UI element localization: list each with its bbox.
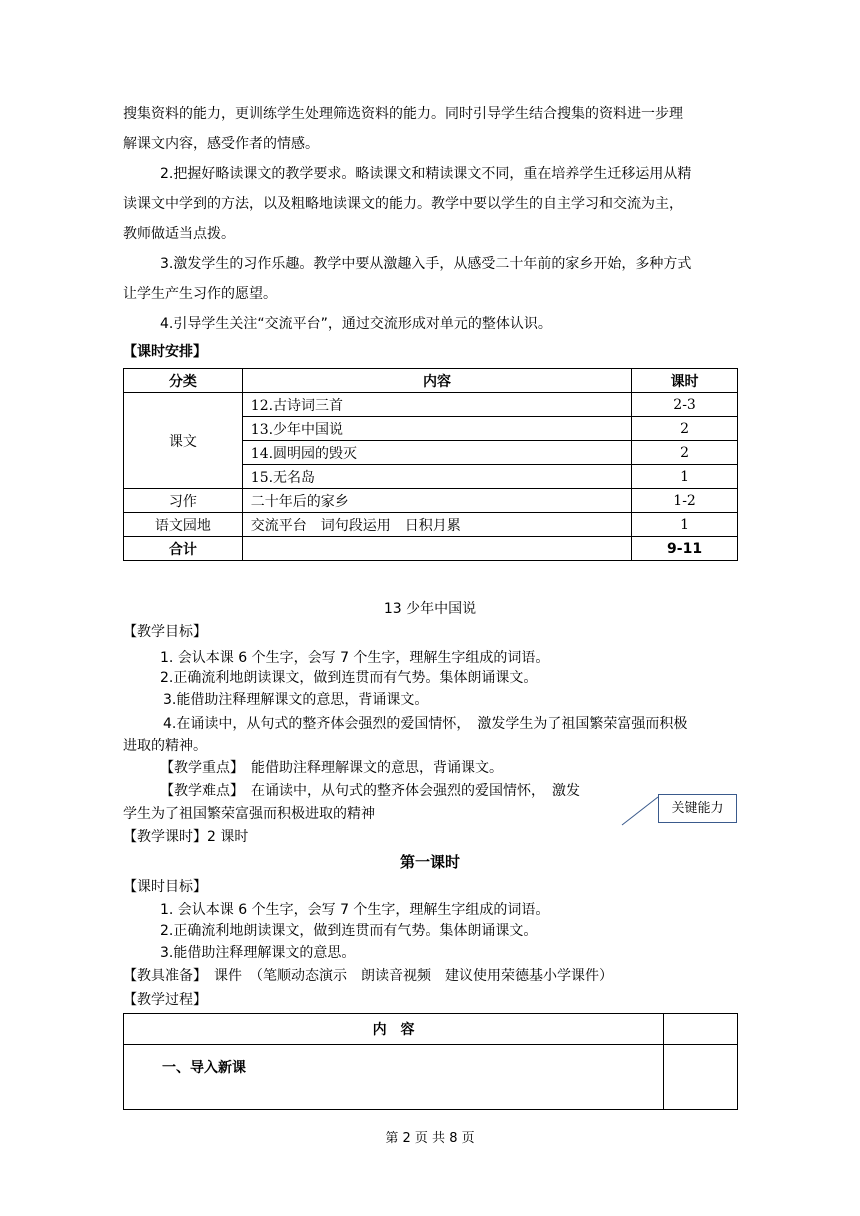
row-content: 15.无名岛 (242, 465, 631, 489)
callout-label: 关键能力 (671, 801, 724, 816)
intro-point-2b: 读课文中学到的方法，以及粗略地读课文的能力。教学中要以学生的自主学习和交流为主， (123, 196, 683, 212)
table-row (124, 513, 738, 537)
goal-2: 2.正确流利地朗读课文，做到连贯而有气势。集体朗诵课文。 (160, 670, 538, 686)
row-content: 12.古诗词三首 (242, 393, 631, 417)
goal-3: 3.能借助注释理解课文的意思，背诵课文。 (163, 692, 429, 708)
process-step-intro: 一、导入新课 (124, 1045, 664, 1110)
callout-leader-line (620, 795, 660, 827)
intro-point-2c: 教师做适当点拨。 (123, 226, 235, 242)
goals-heading: 【教学目标】 (123, 624, 207, 640)
header-hours: 课时 (632, 369, 738, 393)
intro-point-3a: 3.激发学生的习作乐趣。教学中要从激趣入手，从感受二十年前的家乡开始，多种方式 (160, 256, 692, 272)
first-lesson-title: 第一课时 (399, 853, 460, 871)
lesson-goal-1: 1. 会认本课 6 个生字，会写 7 个生字，理解生字组成的词语。 (160, 902, 550, 918)
intro-point-2a: 2.把握好略读课文的教学要求。略读课文和精读课文不同，重在培养学生迁移运用从精 (160, 166, 692, 182)
table-header-row (124, 369, 738, 393)
goal-4a: 4.在诵读中，从句式的整齐体会强烈的爱国情怀， 激发学生为了祖国繁荣富强而积极 (163, 716, 688, 732)
schedule-table (123, 368, 738, 561)
row-content: 13.少年中国说 (242, 417, 631, 441)
category-kewen: 课文 (124, 393, 243, 489)
header-content: 内容 (242, 369, 631, 393)
category-xizuo: 习作 (124, 489, 243, 513)
goal-4b: 进取的精神。 (123, 738, 207, 754)
process-row-blank (664, 1045, 738, 1110)
page-footer: 第 2 页 共 8 页 (385, 1131, 475, 1146)
lesson-hours: 【教学课时】2 课时 (123, 829, 249, 845)
row-hours: 1 (632, 465, 738, 489)
row-content: 14.圆明园的毁灭 (242, 441, 631, 465)
lesson-goal-3: 3.能借助注释理解课文的意思。 (160, 945, 356, 961)
process-header-row (124, 1014, 738, 1045)
key-point: 【教学重点】 能借助注释理解课文的意思，背诵课文。 (160, 760, 503, 776)
intro-point-3b: 让学生产生习作的愿望。 (123, 286, 277, 302)
category-yuanwen: 语文园地 (124, 513, 243, 537)
process-header-blank (664, 1014, 738, 1045)
callout-box (658, 794, 737, 823)
row-content: 二十年后的家乡 (242, 489, 631, 513)
row-hours: 2 (632, 417, 738, 441)
teaching-aids: 【教具准备】 课件 （笔顺动态演示 朗读音视频 建议使用荣德基小学课件） (123, 968, 613, 984)
goal-1: 1. 会认本课 6 个生字，会写 7 个生字，理解生字组成的词语。 (160, 650, 550, 666)
row-hours: 2 (632, 441, 738, 465)
intro-point-4: 4.引导学生关注“交流平台”，通过交流形成对单元的整体认识。 (160, 316, 552, 332)
row-hours: 2-3 (632, 393, 738, 417)
table-total-row (124, 537, 738, 561)
difficulty-line-a: 【教学难点】 在诵读中，从句式的整齐体会强烈的爱国情怀， 激发 (160, 783, 580, 799)
lesson-title: 13 少年中国说 (383, 601, 477, 617)
row-content: 交流平台 词句段运用 日积月累 (242, 513, 631, 537)
total-hours: 9-11 (632, 537, 738, 561)
row-hours: 1 (632, 513, 738, 537)
difficulty-line-b: 学生为了祖国繁荣富强而积极进取的精神 (123, 806, 375, 822)
total-content (242, 537, 631, 561)
process-header-content: 内 容 (124, 1014, 664, 1045)
total-label: 合计 (124, 537, 243, 561)
process-table (123, 1013, 738, 1110)
process-row (124, 1045, 738, 1110)
table-row (124, 489, 738, 513)
lesson-goal-2: 2.正确流利地朗读课文，做到连贯而有气势。集体朗诵课文。 (160, 923, 538, 939)
intro-line-1: 搜集资料的能力，更训练学生处理筛选资料的能力。同时引导学生结合搜集的资料进一步理 (123, 106, 683, 122)
process-heading: 【教学过程】 (123, 992, 207, 1008)
lesson-goals-heading: 【课时目标】 (123, 879, 207, 895)
schedule-heading: 【课时安排】 (123, 344, 207, 360)
row-hours: 1-2 (632, 489, 738, 513)
intro-line-2: 解课文内容，感受作者的情感。 (123, 136, 319, 152)
table-row (124, 393, 738, 417)
header-category: 分类 (124, 369, 243, 393)
